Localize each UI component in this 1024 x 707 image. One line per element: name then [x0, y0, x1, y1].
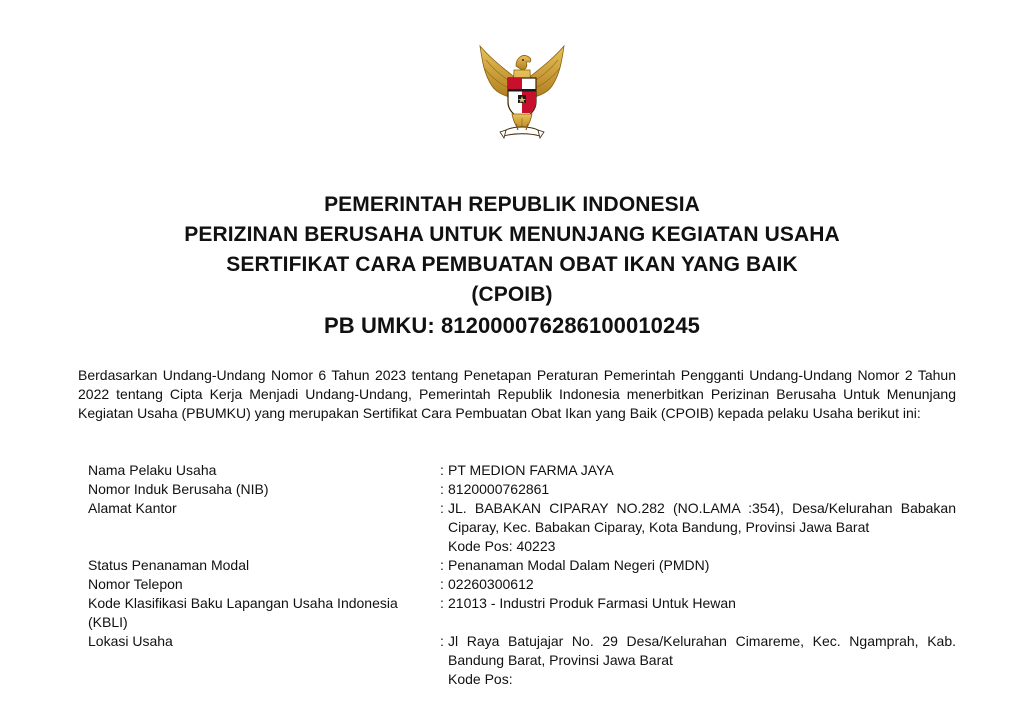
field-row-nama	[88, 461, 956, 480]
field-row-alamat	[88, 499, 956, 556]
kbli-label-text: Kode Klasifikasi Baku Lapangan Usaha Indonesia	[88, 595, 398, 611]
field-row-status	[88, 556, 956, 575]
kbli-label-abbrev: (KBLI)	[88, 614, 128, 630]
field-value-status: Penanaman Modal Dalam Negeri (PMDN)	[448, 557, 710, 573]
business-details	[88, 461, 956, 689]
field-row-telepon	[88, 575, 956, 594]
garuda-pancasila-icon	[470, 40, 574, 146]
field-row-lokasi	[88, 632, 956, 689]
location-text: Jl Raya Batujajar No. 29 Desa/Kelurahan Cimareme, Kec. Ngamprah, Kab. Bandung Barat, Provinsi Jawa Barat	[448, 633, 956, 668]
field-value-nama: PT MEDION FARMA JAYA	[448, 462, 614, 478]
heading-licensing: PERIZINAN BERUSAHA UNTUK MENUNJANG KEGIATAN USAHA	[184, 223, 840, 246]
postal-code: Kode Pos: 40223	[448, 538, 556, 554]
heading-certificate-title: SERTIFIKAT CARA PEMBUATAN OBAT IKAN YANG BAIK	[226, 253, 798, 276]
field-label: Nomor Induk Berusaha (NIB)	[88, 481, 269, 497]
field-row-nib	[88, 480, 956, 499]
field-colon: :	[440, 481, 444, 497]
field-colon: :	[440, 500, 444, 516]
field-colon: :	[440, 557, 444, 573]
location-postal-code: Kode Pos:	[448, 671, 513, 687]
field-value-nib: 8120000762861	[448, 481, 550, 497]
field-value-kbli: 21013 - Industri Produk Farmasi Untuk Hewan	[448, 595, 736, 611]
field-value-telepon: 02260300612	[448, 576, 534, 592]
field-label: Nama Pelaku Usaha	[88, 462, 217, 478]
field-colon: :	[440, 595, 444, 611]
pb-umku-number: PB UMKU: 812000076286100010245	[323, 313, 701, 338]
certificate-heading	[0, 190, 1024, 342]
field-value-lokasi	[448, 632, 956, 689]
field-label-kbli	[88, 594, 440, 632]
field-value-alamat	[448, 499, 956, 556]
field-label: Alamat Kantor	[88, 500, 177, 516]
address-text: JL. BABAKAN CIPARAY NO.282 (NO.LAMA :354), Desa/Kelurahan Babakan Ciparay, Kec. Babakan Ciparay, Kota Bandung, Provinsi Jawa Barat	[448, 500, 956, 535]
field-colon: :	[440, 462, 444, 478]
field-label: Nomor Telepon	[88, 576, 183, 592]
field-label: Lokasi Usaha	[88, 633, 173, 649]
field-row-kbli	[88, 594, 956, 632]
field-colon: :	[440, 576, 444, 592]
intro-paragraph: Berdasarkan Undang-Undang Nomor 6 Tahun 2023 tentang Penetapan Peraturan Pemerintah Pengganti Undang-Undang Nomor 2 Tahun 2022 tentang Cipta Kerja Menjadi Undang-Undang, Pemerintah Republik Indonesia menerbitkan Perizinan Berusaha Untuk Menunjang Kegiatan Usaha (PBUMKU) yang merupakan Sertifikat Cara Pembuatan Obat Ikan yang Baik (CPOIB) kepada pelaku Usaha berikut ini:	[78, 367, 956, 421]
field-label: Status Penanaman Modal	[88, 557, 250, 573]
field-colon: :	[440, 633, 444, 649]
heading-abbreviation: (CPOIB)	[471, 283, 553, 306]
heading-government: PEMERINTAH REPUBLIK INDONESIA	[324, 193, 700, 216]
